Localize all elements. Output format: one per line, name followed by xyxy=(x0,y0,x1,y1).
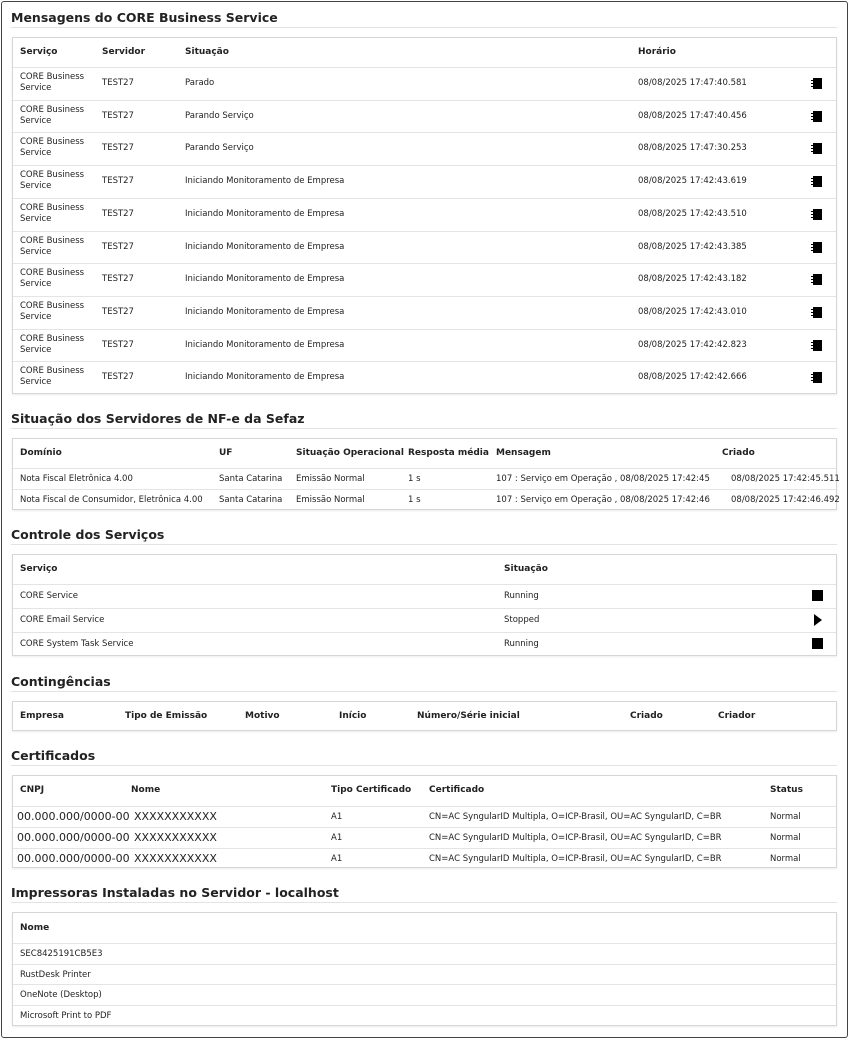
log-details-icon[interactable] xyxy=(813,307,822,318)
situacao: Parando Serviço xyxy=(185,143,254,154)
log-details-icon[interactable] xyxy=(813,209,822,220)
certificados-title: Certificados xyxy=(11,748,96,763)
stop-icon[interactable] xyxy=(812,638,823,649)
mensagem: 107 : Serviço em Operação , 08/08/2025 17:42:46 xyxy=(496,495,710,505)
col-tipo: Tipo Certificado xyxy=(331,785,412,795)
log-details-icon[interactable] xyxy=(813,372,822,383)
col-servico: Serviço xyxy=(20,564,58,574)
nome: XXXXXXXXXXX xyxy=(134,810,217,823)
horario: 08/08/2025 17:42:43.182 xyxy=(638,274,747,285)
col-uf: UF xyxy=(219,448,233,458)
service-name: CORE Email Service xyxy=(20,615,105,625)
log-details-icon[interactable] xyxy=(813,274,822,285)
servidor: TEST27 xyxy=(102,274,134,285)
log-details-icon[interactable] xyxy=(813,78,822,89)
horario: 08/08/2025 17:42:42.666 xyxy=(638,372,747,383)
col-inicio: Início xyxy=(339,711,367,721)
servidor: TEST27 xyxy=(102,110,134,121)
col-resposta-media: Resposta média xyxy=(408,448,489,458)
col-tipo-emissao: Tipo de Emissão xyxy=(125,711,208,721)
col-situacao-operacional: Situação Operacional xyxy=(296,448,404,458)
certificado: CN=AC SyngularID Multipla, O=ICP-Brasil, OU=AC SyngularID, C=BR xyxy=(429,812,722,822)
nome: XXXXXXXXXXX xyxy=(134,852,217,865)
situacao: Parando Serviço xyxy=(185,110,254,121)
list-item xyxy=(13,964,836,985)
table-header xyxy=(13,38,836,67)
log-details-icon[interactable] xyxy=(813,176,822,187)
certificados-table xyxy=(12,775,837,868)
table-row xyxy=(13,198,836,231)
status: Normal xyxy=(770,833,801,843)
table-row xyxy=(13,67,836,100)
uf: Santa Catarina xyxy=(219,495,283,505)
servico: CORE Business Service xyxy=(20,104,85,126)
horario: 08/08/2025 17:47:30.253 xyxy=(638,143,747,154)
table-header xyxy=(13,439,836,468)
servidor: TEST27 xyxy=(102,241,134,252)
servidor: TEST27 xyxy=(102,208,134,219)
tipo: A1 xyxy=(331,833,343,843)
service-name: CORE System Task Service xyxy=(20,639,134,649)
log-details-icon[interactable] xyxy=(813,340,822,351)
divider xyxy=(11,27,837,28)
servico: CORE Business Service xyxy=(20,137,85,159)
table-row xyxy=(13,100,836,133)
servico: CORE Business Service xyxy=(20,366,85,388)
resposta: 1 s xyxy=(408,474,421,484)
situacao: Parado xyxy=(185,78,215,88)
sefaz-title: Situação dos Servidores de NF-e da Sefaz xyxy=(11,411,305,426)
messages-title: Mensagens do CORE Business Service xyxy=(11,10,278,25)
table-row xyxy=(13,263,836,296)
servico: CORE Business Service xyxy=(20,72,85,93)
log-details-icon[interactable] xyxy=(813,143,822,154)
col-dominio: Domínio xyxy=(20,448,62,458)
horario: 08/08/2025 17:42:42.823 xyxy=(638,339,747,350)
criado: 08/08/2025 17:42:45.511 xyxy=(731,474,840,484)
table-row xyxy=(13,806,836,827)
service-status: Running xyxy=(504,639,539,649)
col-status: Status xyxy=(770,785,803,795)
col-cnpj: CNPJ xyxy=(20,785,45,795)
list-item xyxy=(13,943,836,964)
printer-name: Microsoft Print to PDF xyxy=(20,1010,112,1021)
certificado: CN=AC SyngularID Multipla, O=ICP-Brasil, OU=AC SyngularID, C=BR xyxy=(429,854,722,864)
divider xyxy=(11,691,837,692)
table-header xyxy=(13,702,836,731)
printer-name: OneNote (Desktop) xyxy=(20,990,102,1000)
nome: XXXXXXXXXXX xyxy=(134,831,217,844)
horario: 08/08/2025 17:42:43.010 xyxy=(638,306,747,317)
situacao: Iniciando Monitoramento de Empresa xyxy=(185,372,345,383)
col-situacao: Situação xyxy=(504,564,548,574)
table-row xyxy=(13,848,836,869)
divider xyxy=(11,428,837,429)
situacao: Emissão Normal xyxy=(296,474,365,484)
horario: 08/08/2025 17:42:43.385 xyxy=(638,241,747,252)
service-status: Stopped xyxy=(504,615,540,625)
situacao: Emissão Normal xyxy=(296,495,365,505)
servico: CORE Business Service xyxy=(20,170,85,192)
situacao: Iniciando Monitoramento de Empresa xyxy=(185,208,345,219)
contingencias-table xyxy=(12,701,837,731)
servidor: TEST27 xyxy=(102,143,134,154)
cnpj: 00.000.000/0000-00 xyxy=(17,810,130,823)
services-title: Controle dos Serviços xyxy=(11,527,165,542)
col-empresa: Empresa xyxy=(20,711,64,721)
col-servico: Serviço xyxy=(20,47,58,57)
table-row xyxy=(13,231,836,264)
status: Normal xyxy=(770,812,801,822)
divider xyxy=(11,544,837,545)
servidor: TEST27 xyxy=(102,306,134,317)
situacao: Iniciando Monitoramento de Empresa xyxy=(185,176,345,187)
col-numero-serie: Número/Série inicial xyxy=(417,711,520,721)
log-details-icon[interactable] xyxy=(813,242,822,253)
table-header xyxy=(13,555,836,584)
situacao: Iniciando Monitoramento de Empresa xyxy=(185,241,345,252)
table-row xyxy=(13,132,836,165)
table-row xyxy=(13,489,840,510)
table-row xyxy=(13,632,836,656)
cnpj: 00.000.000/0000-00 xyxy=(17,852,130,865)
table-row xyxy=(13,608,836,632)
horario: 08/08/2025 17:47:40.456 xyxy=(638,110,747,121)
servico: CORE Business Service xyxy=(20,202,85,224)
log-details-icon[interactable] xyxy=(813,111,822,122)
servico: CORE Business Service xyxy=(20,333,85,355)
col-motivo: Motivo xyxy=(245,711,280,721)
service-name: CORE Service xyxy=(20,591,79,601)
horario: 08/08/2025 17:42:43.510 xyxy=(638,208,747,219)
horario: 08/08/2025 17:42:43.619 xyxy=(638,176,747,187)
servidor: TEST27 xyxy=(102,78,134,88)
cnpj: 00.000.000/0000-00 xyxy=(17,831,130,844)
table-row xyxy=(13,584,836,608)
situacao: Iniciando Monitoramento de Empresa xyxy=(185,274,345,285)
situacao: Iniciando Monitoramento de Empresa xyxy=(185,306,345,317)
servico: CORE Business Service xyxy=(20,268,85,290)
contingencias-title: Contingências xyxy=(11,674,111,689)
table-row xyxy=(13,361,836,394)
servico: CORE Business Service xyxy=(20,235,85,257)
printer-name: SEC8425191CB5E3 xyxy=(20,949,103,959)
col-criado: Criado xyxy=(630,711,663,721)
col-mensagem: Mensagem xyxy=(496,448,551,458)
messages-table xyxy=(12,37,837,394)
situacao: Iniciando Monitoramento de Empresa xyxy=(185,339,345,350)
criado: 08/08/2025 17:42:46.492 xyxy=(731,495,840,505)
table-row xyxy=(13,329,836,362)
list-item xyxy=(13,1005,836,1026)
col-situacao: Situação xyxy=(185,47,229,57)
dominio: Nota Fiscal de Consumidor, Eletrônica 4.00 xyxy=(20,495,203,505)
col-horario: Horário xyxy=(638,47,676,57)
col-nome: Nome xyxy=(20,923,50,933)
dominio: Nota Fiscal Eletrônica 4.00 xyxy=(20,474,133,484)
services-table xyxy=(12,554,837,656)
service-status: Running xyxy=(504,591,539,601)
servidor: TEST27 xyxy=(102,339,134,350)
col-criador: Criador xyxy=(718,711,756,721)
col-nome: Nome xyxy=(131,785,161,795)
uf: Santa Catarina xyxy=(219,474,283,484)
divider xyxy=(11,902,837,903)
table-row xyxy=(13,296,836,329)
table-row xyxy=(13,165,836,198)
col-certificado: Certificado xyxy=(429,785,485,795)
impressoras-table xyxy=(12,912,837,1026)
stop-icon[interactable] xyxy=(812,590,823,601)
table-header xyxy=(13,913,836,943)
col-servidor: Servidor xyxy=(102,47,146,57)
table-header xyxy=(13,776,836,806)
table-row xyxy=(13,468,840,489)
horario: 08/08/2025 17:47:40.581 xyxy=(638,78,747,88)
tipo: A1 xyxy=(331,854,343,864)
printer-name: RustDesk Printer xyxy=(20,969,91,980)
resposta: 1 s xyxy=(408,495,421,505)
servico: CORE Business Service xyxy=(20,300,85,322)
status: Normal xyxy=(770,854,801,864)
sefaz-table xyxy=(12,438,840,510)
impressoras-title: Impressoras Instaladas no Servidor - localhost xyxy=(11,885,339,900)
table-row xyxy=(13,827,836,848)
play-icon[interactable] xyxy=(814,614,822,626)
servidor: TEST27 xyxy=(102,176,134,187)
certificado: CN=AC SyngularID Multipla, O=ICP-Brasil, OU=AC SyngularID, C=BR xyxy=(429,833,722,843)
servidor: TEST27 xyxy=(102,372,134,383)
mensagem: 107 : Serviço em Operação , 08/08/2025 17:42:45 xyxy=(496,474,710,484)
divider xyxy=(11,765,837,766)
tipo: A1 xyxy=(331,812,343,822)
list-item xyxy=(13,984,836,1005)
col-criado: Criado xyxy=(722,448,755,458)
